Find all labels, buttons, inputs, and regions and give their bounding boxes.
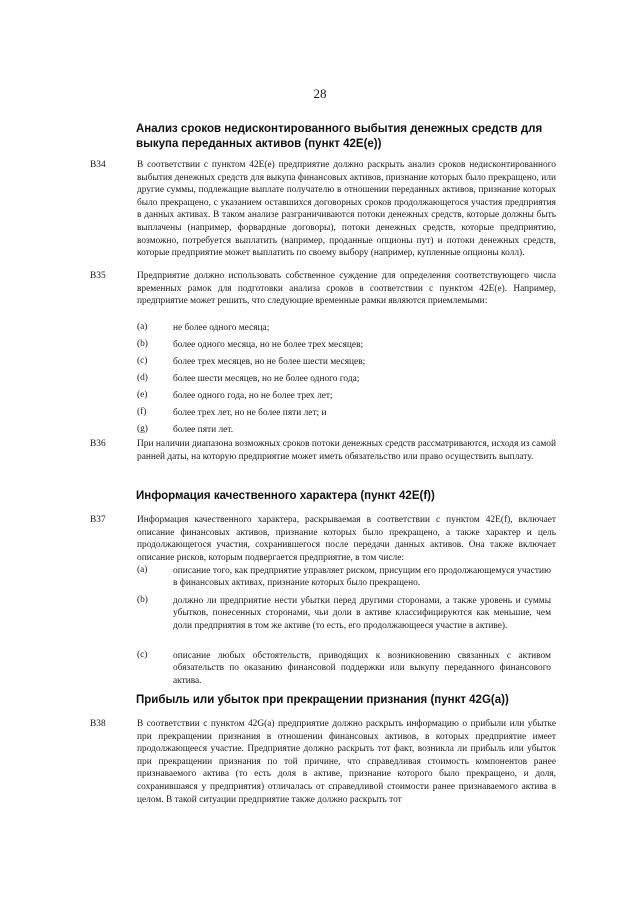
list-item-text: должно ли предприятие нести убытки перед другими сторонами, а также уровень и суммы убытков, понесенных сторонами, чьи доли в активе классифицируются как меньшие, чем доли предприятия в том же активе (то есть, его продолжающееся участие в активе). [173, 596, 551, 631]
list-item [137, 424, 557, 436]
list-item [137, 322, 557, 334]
paragraph-text: Предприятие должно использовать собственное суждение для определения соответствующего числа временных рамок для подготовки анализа сроков в соответствии с пунктом 42E(e). Например, предприятие может решить, что следующие временные рамки являются приемлемыми: [137, 271, 556, 307]
list-item-text: более трех месяцев, но не более шести месяцев; [173, 357, 366, 367]
paragraph-text: В соответствии с пунктом 42E(e) предприятие должно раскрыть анализ сроков недисконтированного выбытия денежных средств для выкупа финансовых активов, признание которых было прекращено, или другие суммы, подлежащие выплате получателю в отношении переданных активов, признание которых было прекращено, с указанием оставшихся договорных сроков продолжающегося участия предприятия в данных активах. В таком анализе разграничиваются потоки денежных средств, которые должны быть выплачены (например, форвардные договоры), потоки денежных средств, которые предприятию, возможно, потребуется выплатить (например, проданные опционы пут) и потоки денежных средств, которые предприятие может выплатить по своему выбору (например, купленные опционы колл). [137, 160, 556, 259]
list-marker: (c) [137, 356, 148, 366]
paragraph-b38 [90, 718, 570, 806]
list-item [137, 373, 557, 385]
list-item-text: более одного месяца, но не более трех месяцев; [173, 340, 364, 350]
paragraph-id: B36 [90, 439, 106, 449]
list-item-text: более пяти лет. [173, 425, 234, 435]
list-marker: (a) [137, 565, 148, 575]
list-marker: (c) [137, 650, 148, 660]
list-item [137, 565, 557, 590]
list-item-text: более трех лет, но не более пяти лет; и [173, 408, 327, 418]
list-item-text: не более одного месяца; [173, 323, 270, 333]
paragraph-text: При наличии диапазона возможных сроков потоки денежных средств рассматриваются, исходя из самой ранней даты, на которую предприятие может иметь обязательство или право осуществить выплату. [137, 439, 556, 462]
list-marker: (f) [137, 407, 147, 417]
list-item [137, 339, 557, 351]
paragraph-id: B34 [90, 160, 106, 170]
list-marker: (b) [137, 595, 148, 605]
paragraph-b37 [90, 514, 570, 564]
list-item [137, 390, 557, 402]
list-item-text: описание любых обстоятельств, приводящих к возникновению связанных с активом обязательств по оказанию финансовой поддержки или выкупу переданного финансового актива. [173, 651, 551, 686]
list-item [137, 356, 557, 368]
list-item [137, 595, 557, 632]
list-marker: (g) [137, 424, 148, 434]
paragraph-b35 [90, 270, 570, 308]
paragraph-text: В соответствии с пунктом 42G(a) предприятие должно раскрыть информацию о прибыли или убытке при прекращении признания в отношении финансовых активов, в которых предприятие имеет продолжающееся участие. Предприятие должно раскрыть тот факт, возникла ли прибыль или убыток при прекращении признания по той причине, что справедливая стоимость компонентов ранее признаваемого актива (то есть доля в активе, признание которого было прекращено, и доля, сохранившаяся у предприятия) отличалась от справедливой стоимости ранее признаваемого актива в целом. В такой ситуации предприятие также должно раскрыть тот [137, 719, 556, 805]
list-marker: (d) [137, 373, 148, 383]
section-heading-derecognition-gain-loss: Прибыль или убыток при прекращении признания (пункт 42G(a)) [136, 694, 509, 706]
list-item [137, 650, 557, 687]
list-marker: (e) [137, 390, 148, 400]
section-heading-qualitative-info: Информация качественного характера (пункт 42E(f)) [136, 490, 435, 502]
paragraph-b34 [90, 159, 570, 260]
list-item-text: описание того, как предприятие управляет риском, присущим его продолжающемуся участию в финансовых активах, признание которых было прекращено. [173, 566, 551, 589]
page-number: 28 [313, 86, 327, 101]
list-marker: (a) [137, 322, 148, 332]
list-item-text: более одного года, но не более трех лет; [173, 391, 333, 401]
list-marker: (b) [137, 339, 148, 349]
section-heading-maturity-analysis: Анализ сроков недисконтированного выбытия денежных средств для выкупа переданных активов (пункт 42E(e)) [136, 123, 543, 150]
paragraph-text: Информация качественного характера, раскрываемая в соответствии с пунктом 42E(f), включает описание финансовых активов, признание которых было прекращено, а также характер и цель продолжающегося участия, сохранившегося после передачи данных активов. Она также включает описание рисков, которым подвергается предприятие, в том числе: [137, 515, 556, 563]
paragraph-id: B37 [90, 515, 106, 525]
list-item [137, 407, 557, 419]
paragraph-id: B38 [90, 719, 106, 729]
list-item-text: более шести месяцев, но не более одного года; [173, 374, 360, 384]
paragraph-b36 [90, 438, 570, 463]
paragraph-id: B35 [90, 271, 106, 281]
